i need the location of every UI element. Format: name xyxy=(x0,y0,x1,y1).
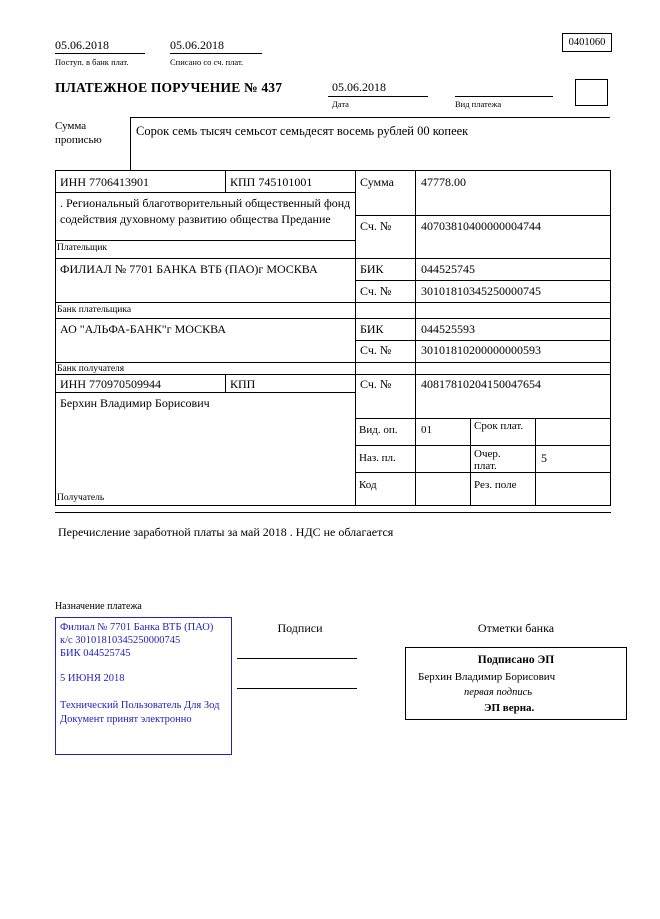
divider xyxy=(355,445,611,446)
priority-value: 5 xyxy=(541,451,547,465)
debited-date-label: Списано со сч. плат. xyxy=(170,57,244,67)
divider xyxy=(55,505,611,506)
payment-type-box xyxy=(575,79,608,106)
signature-line xyxy=(237,688,357,689)
payer-account-label: Сч. № xyxy=(360,219,392,233)
op-kind-label: Вид. оп. xyxy=(359,424,398,436)
payee-name: Берхин Владимир Борисович xyxy=(60,396,210,410)
payment-purpose-text: Перечисление заработной платы за май 2018 . НДС не облагается xyxy=(58,525,394,539)
divider xyxy=(55,318,611,319)
divider xyxy=(130,117,610,118)
stamp-corr-account: к/с 30101810345250000745 xyxy=(60,635,181,646)
divider xyxy=(328,96,428,97)
divider xyxy=(55,392,355,393)
divider xyxy=(470,418,471,505)
stamp-bank-name: Филиал № 7701 Банка ВТБ (ПАО) xyxy=(60,622,214,633)
payer-bank-bik: 044525745 xyxy=(421,262,475,276)
document-date: 05.06.2018 xyxy=(332,80,386,94)
divider xyxy=(55,258,611,259)
stamp-operator: Технический Пользователь Для Зод xyxy=(60,700,220,711)
payer-bank-account: 30101810345250000745 xyxy=(421,284,541,298)
stamp-date: 5 ИЮНЯ 2018 xyxy=(60,673,125,684)
payer-bank-bik-label: БИК xyxy=(360,262,384,276)
pay-term-label: Срок плат. xyxy=(474,420,524,432)
payee-bank-section-label: Банк получателя xyxy=(57,364,125,374)
payer-bank-account-label: Сч. № xyxy=(360,284,392,298)
esign-signature-kind: первая подпись xyxy=(464,687,533,698)
divider xyxy=(225,374,226,392)
signature-line xyxy=(237,658,357,659)
payee-bank-account: 30101810200000000593 xyxy=(421,343,541,357)
reserve-field-label: Рез. поле xyxy=(474,479,517,491)
payee-section-label: Получатель xyxy=(57,493,105,503)
divider xyxy=(355,472,611,473)
purpose-code-label: Наз. пл. xyxy=(359,452,396,464)
divider xyxy=(55,362,611,363)
payer-account: 40703810400000004744 xyxy=(421,219,541,233)
priority-label: Очер. плат. xyxy=(474,448,501,472)
payee-account-label: Сч. № xyxy=(360,377,392,391)
esign-signer-name: Берхин Владимир Борисович xyxy=(418,671,556,683)
payee-bank-name: АО "АЛЬФА-БАНК"г МОСКВА xyxy=(60,322,227,336)
esign-signed-label: Подписано ЭП xyxy=(477,654,555,666)
payer-bank-name: ФИЛИАЛ № 7701 БАНКА ВТБ (ПАО)г МОСКВА xyxy=(60,262,318,276)
divider xyxy=(355,280,611,281)
divider xyxy=(170,53,262,54)
code-label: Код xyxy=(359,479,377,491)
divider xyxy=(55,374,611,375)
payee-account: 40817810204150047654 xyxy=(421,377,541,391)
divider xyxy=(55,302,611,303)
signatures-header: Подписи xyxy=(277,621,323,635)
divider xyxy=(355,340,611,341)
divider xyxy=(610,170,611,505)
payee-bank-account-label: Сч. № xyxy=(360,343,392,357)
op-kind-value: 01 xyxy=(421,424,432,436)
divider xyxy=(455,96,553,97)
bank-electronic-stamp xyxy=(55,617,232,755)
divider xyxy=(415,170,416,505)
page-title: ПЛАТЕЖНОЕ ПОРУЧЕНИЕ № 437 xyxy=(55,80,283,95)
debited-date: 05.06.2018 xyxy=(170,38,224,52)
divider xyxy=(535,418,536,505)
payer-bank-section-label: Банк плательщика xyxy=(57,305,132,315)
form-code-box: 0401060 xyxy=(562,33,612,52)
payment-type-label: Вид платежа xyxy=(455,99,502,109)
amount-in-words-value: Сорок семь тысяч семьсот семьдесят восемь рублей 00 копеек xyxy=(136,124,469,138)
bank-marks-header: Отметки банка xyxy=(477,621,555,635)
divider xyxy=(55,170,56,505)
divider xyxy=(55,53,145,54)
divider xyxy=(355,418,611,419)
divider xyxy=(225,170,226,192)
esign-verified-label: ЭП верна. xyxy=(484,702,535,714)
divider xyxy=(55,512,611,513)
payee-bank-bik: 044525593 xyxy=(421,322,475,336)
payer-name: . Региональный благотворительный общественный фонд содействия духовному развитию общества Предание xyxy=(60,196,351,226)
amount-in-words-label: Сумма прописью xyxy=(55,120,102,146)
divider xyxy=(55,192,355,193)
amount-label: Сумма xyxy=(360,175,394,189)
date-label: Дата xyxy=(332,99,349,109)
payer-section-label: Плательщик xyxy=(57,243,108,253)
payee-kpp-label: КПП xyxy=(230,377,256,391)
divider xyxy=(55,170,611,171)
esignature-box xyxy=(405,647,627,720)
payer-inn: ИНН 7706413901 xyxy=(60,175,149,189)
divider xyxy=(130,117,131,170)
received-date-label: Поступ. в банк плат. xyxy=(55,57,129,67)
stamp-accepted-note: Документ принят электронно xyxy=(60,714,192,725)
payee-bank-bik-label: БИК xyxy=(360,322,384,336)
payer-kpp: КПП 745101001 xyxy=(230,175,313,189)
divider xyxy=(355,215,611,216)
divider xyxy=(55,240,355,241)
amount-value: 47778.00 xyxy=(421,175,466,189)
received-date: 05.06.2018 xyxy=(55,38,109,52)
stamp-bik: БИК 044525745 xyxy=(60,648,131,659)
payee-inn: ИНН 770970509944 xyxy=(60,377,161,391)
payment-purpose-label: Назначение платежа xyxy=(55,601,142,612)
divider xyxy=(355,170,356,505)
